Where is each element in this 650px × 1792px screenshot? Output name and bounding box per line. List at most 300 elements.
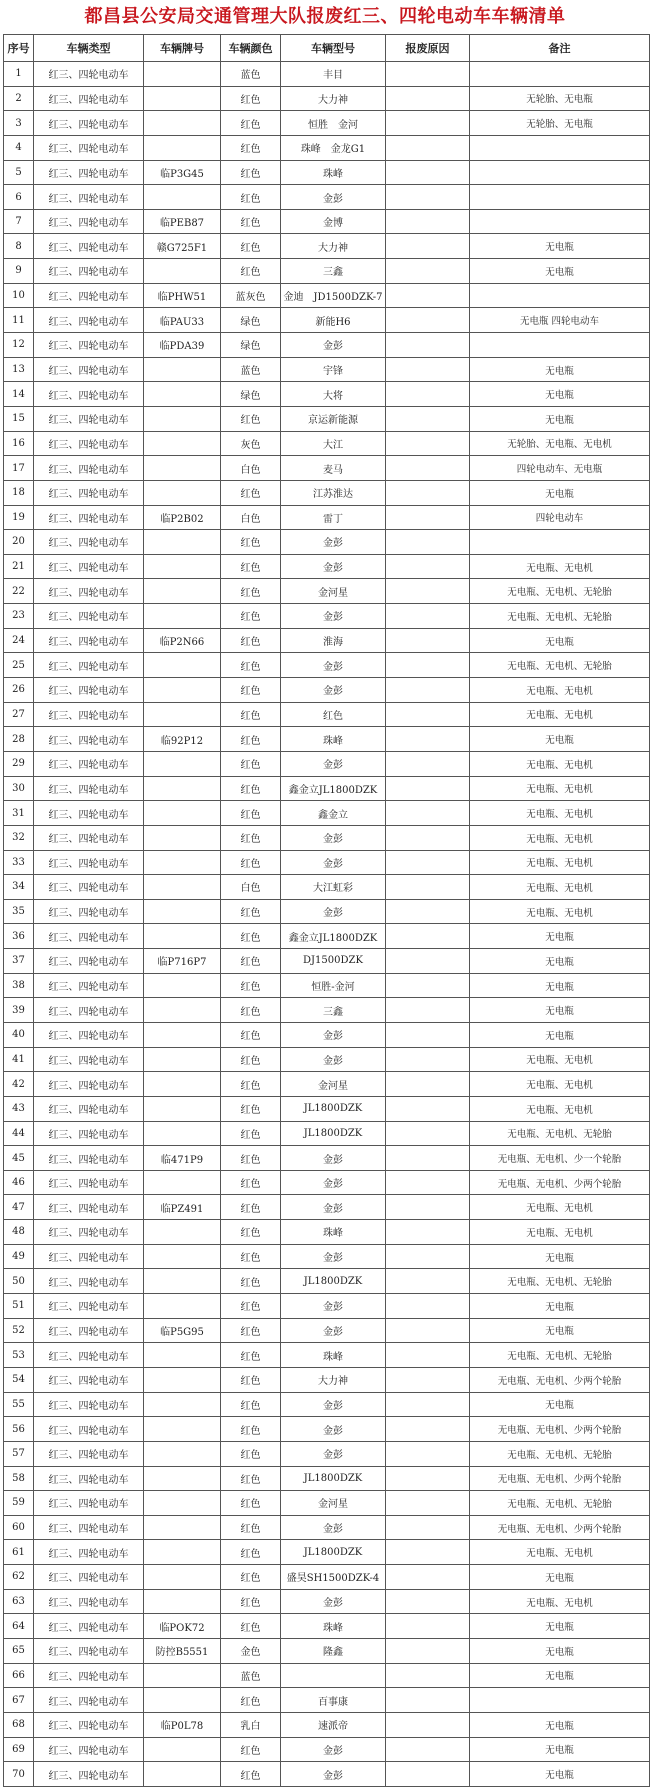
vehicle-color-cell: 红色 [221, 1072, 281, 1097]
table-row [4, 1737, 650, 1762]
plate-number-cell [144, 1269, 221, 1294]
remark-cell: 无电瓶、无电机、无轮胎 [470, 1269, 650, 1294]
row-index-cell: 21 [4, 554, 34, 579]
vehicle-color-cell: 蓝灰色 [221, 283, 281, 308]
row-index-cell: 44 [4, 1121, 34, 1146]
row-index-cell: 56 [4, 1417, 34, 1442]
vehicle-model-cell: 金迪 JD1500DZK-7 [281, 283, 386, 308]
vehicle-type-cell: 红三、四轮电动车 [34, 1170, 144, 1195]
table-row [4, 628, 650, 653]
row-index-cell: 27 [4, 702, 34, 727]
table-row [4, 1269, 650, 1294]
scrap-reason-cell [386, 86, 470, 111]
plate-number-cell [144, 801, 221, 826]
table-row [4, 1367, 650, 1392]
scrap-reason-cell [386, 604, 470, 629]
scrap-reason-cell [386, 1392, 470, 1417]
plate-number-cell [144, 1244, 221, 1269]
row-index-cell: 59 [4, 1491, 34, 1516]
row-index-cell: 36 [4, 924, 34, 949]
remark-cell: 无电瓶 [470, 1614, 650, 1639]
scrap-reason-cell [386, 185, 470, 210]
vehicle-model-cell: 大江 [281, 431, 386, 456]
plate-number-cell [144, 1762, 221, 1787]
remark-cell: 无电瓶、无电机 [470, 702, 650, 727]
plate-number-cell [144, 1417, 221, 1442]
table-row [4, 1195, 650, 1220]
remark-cell: 无电瓶、无电机、无轮胎 [470, 1121, 650, 1146]
vehicle-color-cell: 红色 [221, 924, 281, 949]
table-row [4, 1515, 650, 1540]
row-index-cell: 41 [4, 1047, 34, 1072]
vehicle-model-cell: 百事康 [281, 1688, 386, 1713]
vehicle-color-cell: 红色 [221, 554, 281, 579]
remark-cell: 无电瓶 [470, 1022, 650, 1047]
row-index-cell: 68 [4, 1712, 34, 1737]
vehicle-color-cell: 红色 [221, 1466, 281, 1491]
vehicle-color-cell: 红色 [221, 1096, 281, 1121]
vehicle-type-cell: 红三、四轮电动车 [34, 333, 144, 358]
vehicle-type-cell: 红三、四轮电动车 [34, 1441, 144, 1466]
table-row [4, 1589, 650, 1614]
plate-number-cell [144, 406, 221, 431]
row-index-cell: 69 [4, 1737, 34, 1762]
row-index-cell: 42 [4, 1072, 34, 1097]
remark-cell: 无电瓶、无电机 [470, 1220, 650, 1245]
remark-cell: 无电瓶、无电机、无轮胎 [470, 1343, 650, 1368]
remark-cell: 无电瓶 [470, 357, 650, 382]
plate-number-cell [144, 1540, 221, 1565]
vehicle-model-cell: 金彭 [281, 1195, 386, 1220]
remark-cell: 无电瓶、无电机 [470, 1540, 650, 1565]
scrap-reason-cell [386, 1318, 470, 1343]
table-row [4, 259, 650, 284]
vehicle-type-cell: 红三、四轮电动车 [34, 1146, 144, 1171]
scrap-reason-cell [386, 825, 470, 850]
table-row [4, 973, 650, 998]
plate-number-cell [144, 1072, 221, 1097]
scrap-reason-cell [386, 1688, 470, 1713]
vehicle-table [3, 34, 650, 1787]
scrap-reason-cell [386, 949, 470, 974]
header-plate: 车辆牌号 [144, 35, 221, 62]
vehicle-type-cell: 红三、四轮电动车 [34, 480, 144, 505]
scrap-reason-cell [386, 1367, 470, 1392]
vehicle-model-cell: 淮海 [281, 628, 386, 653]
remark-cell: 无电瓶 [470, 1244, 650, 1269]
scrap-reason-cell [386, 924, 470, 949]
table-row [4, 1540, 650, 1565]
vehicle-color-cell: 绿色 [221, 333, 281, 358]
vehicle-type-cell: 红三、四轮电动车 [34, 86, 144, 111]
plate-number-cell [144, 259, 221, 284]
vehicle-model-cell: 金彭 [281, 899, 386, 924]
remark-cell: 无电瓶、无电机 [470, 875, 650, 900]
row-index-cell: 17 [4, 456, 34, 481]
vehicle-model-cell: 金彭 [281, 1589, 386, 1614]
vehicle-type-cell: 红三、四轮电动车 [34, 1417, 144, 1442]
row-index-cell: 15 [4, 406, 34, 431]
row-index-cell: 1 [4, 62, 34, 87]
row-index-cell: 46 [4, 1170, 34, 1195]
vehicle-color-cell: 红色 [221, 899, 281, 924]
plate-number-cell: 防控B5551 [144, 1639, 221, 1664]
row-index-cell: 32 [4, 825, 34, 850]
vehicle-type-cell: 红三、四轮电动车 [34, 62, 144, 87]
vehicle-color-cell: 红色 [221, 480, 281, 505]
vehicle-type-cell: 红三、四轮电动车 [34, 1072, 144, 1097]
table-row [4, 1663, 650, 1688]
table-row [4, 949, 650, 974]
vehicle-color-cell: 乳白 [221, 1712, 281, 1737]
table-row [4, 554, 650, 579]
vehicle-model-cell: 丰目 [281, 62, 386, 87]
plate-number-cell [144, 1096, 221, 1121]
plate-number-cell [144, 1392, 221, 1417]
table-row [4, 776, 650, 801]
scrap-reason-cell [386, 480, 470, 505]
plate-number-cell: 临P2N66 [144, 628, 221, 653]
scrap-reason-cell [386, 1417, 470, 1442]
table-row [4, 1762, 650, 1787]
vehicle-type-cell: 红三、四轮电动车 [34, 727, 144, 752]
table-row [4, 1392, 650, 1417]
plate-number-cell [144, 850, 221, 875]
scrap-reason-cell [386, 1244, 470, 1269]
row-index-cell: 8 [4, 234, 34, 259]
vehicle-color-cell: 金色 [221, 1639, 281, 1664]
row-index-cell: 63 [4, 1589, 34, 1614]
vehicle-model-cell: 金彭 [281, 825, 386, 850]
remark-cell: 无电瓶、无电机、无轮胎 [470, 604, 650, 629]
vehicle-color-cell: 红色 [221, 751, 281, 776]
plate-number-cell: 临PZ491 [144, 1195, 221, 1220]
remark-cell: 无电瓶 [470, 234, 650, 259]
scrap-reason-cell [386, 406, 470, 431]
scrap-reason-cell [386, 333, 470, 358]
row-index-cell: 31 [4, 801, 34, 826]
vehicle-color-cell: 红色 [221, 998, 281, 1023]
remark-cell: 无电瓶、无电机、无轮胎 [470, 653, 650, 678]
scrap-reason-cell [386, 1515, 470, 1540]
vehicle-type-cell: 红三、四轮电动车 [34, 1712, 144, 1737]
vehicle-color-cell: 红色 [221, 1269, 281, 1294]
vehicle-model-cell: 京运新能源 [281, 406, 386, 431]
vehicle-color-cell: 红色 [221, 973, 281, 998]
vehicle-model-cell: 江苏淮达 [281, 480, 386, 505]
vehicle-color-cell: 红色 [221, 1392, 281, 1417]
table-row [4, 899, 650, 924]
scrap-reason-cell [386, 111, 470, 136]
vehicle-color-cell: 红色 [221, 727, 281, 752]
scrap-reason-cell [386, 1072, 470, 1097]
row-index-cell: 39 [4, 998, 34, 1023]
vehicle-type-cell: 红三、四轮电动车 [34, 1269, 144, 1294]
table-header-row [4, 35, 650, 62]
remark-cell: 无电瓶、无电机 [470, 678, 650, 703]
vehicle-color-cell: 灰色 [221, 431, 281, 456]
remark-cell [470, 209, 650, 234]
table-row [4, 678, 650, 703]
table-row [4, 283, 650, 308]
row-index-cell: 52 [4, 1318, 34, 1343]
vehicle-model-cell: 金彭 [281, 751, 386, 776]
row-index-cell: 33 [4, 850, 34, 875]
scrap-reason-cell [386, 776, 470, 801]
row-index-cell: 40 [4, 1022, 34, 1047]
scrap-reason-cell [386, 998, 470, 1023]
scrap-reason-cell [386, 899, 470, 924]
plate-number-cell [144, 135, 221, 160]
remark-cell: 无电瓶 [470, 1294, 650, 1319]
plate-number-cell [144, 825, 221, 850]
remark-cell: 无电瓶、无电机 [470, 751, 650, 776]
plate-number-cell [144, 480, 221, 505]
vehicle-type-cell: 红三、四轮电动车 [34, 406, 144, 431]
vehicle-type-cell: 红三、四轮电动车 [34, 1343, 144, 1368]
scrap-reason-cell [386, 1589, 470, 1614]
remark-cell: 无电瓶 [470, 480, 650, 505]
table-row [4, 431, 650, 456]
vehicle-color-cell: 红色 [221, 1343, 281, 1368]
plate-number-cell [144, 899, 221, 924]
vehicle-model-cell: 大将 [281, 382, 386, 407]
plate-number-cell [144, 875, 221, 900]
row-index-cell: 30 [4, 776, 34, 801]
scrap-reason-cell [386, 1491, 470, 1516]
vehicle-color-cell: 蓝色 [221, 1663, 281, 1688]
row-index-cell: 20 [4, 530, 34, 555]
table-row [4, 505, 650, 530]
vehicle-type-cell: 红三、四轮电动车 [34, 702, 144, 727]
table-row [4, 1417, 650, 1442]
vehicle-model-cell: 鑫金立JL1800DZK [281, 776, 386, 801]
vehicle-color-cell: 红色 [221, 160, 281, 185]
vehicle-color-cell: 红色 [221, 1367, 281, 1392]
remark-cell: 无电瓶、无电机 [470, 1195, 650, 1220]
scrap-reason-cell [386, 308, 470, 333]
row-index-cell: 7 [4, 209, 34, 234]
row-index-cell: 26 [4, 678, 34, 703]
remark-cell: 无电瓶、无电机、少两个轮胎 [470, 1515, 650, 1540]
table-row [4, 357, 650, 382]
table-row [4, 456, 650, 481]
vehicle-type-cell: 红三、四轮电动车 [34, 899, 144, 924]
plate-number-cell [144, 62, 221, 87]
vehicle-model-cell: 金彭 [281, 1515, 386, 1540]
scrap-reason-cell [386, 234, 470, 259]
remark-cell [470, 333, 650, 358]
table-row [4, 1146, 650, 1171]
vehicle-type-cell: 红三、四轮电动车 [34, 628, 144, 653]
remark-cell: 无电瓶、无电机 [470, 899, 650, 924]
table-row [4, 1441, 650, 1466]
table-row [4, 62, 650, 87]
row-index-cell: 67 [4, 1688, 34, 1713]
vehicle-type-cell: 红三、四轮电动车 [34, 185, 144, 210]
vehicle-color-cell: 红色 [221, 1170, 281, 1195]
scrap-reason-cell [386, 1096, 470, 1121]
vehicle-color-cell: 红色 [221, 259, 281, 284]
vehicle-color-cell: 红色 [221, 1515, 281, 1540]
scrap-reason-cell [386, 357, 470, 382]
scrap-reason-cell [386, 973, 470, 998]
vehicle-color-cell: 红色 [221, 86, 281, 111]
vehicle-color-cell: 红色 [221, 1220, 281, 1245]
vehicle-model-cell: 金河星 [281, 1072, 386, 1097]
vehicle-color-cell: 白色 [221, 456, 281, 481]
vehicle-color-cell: 蓝色 [221, 357, 281, 382]
scrap-reason-cell [386, 1614, 470, 1639]
vehicle-type-cell: 红三、四轮电动车 [34, 1096, 144, 1121]
vehicle-model-cell: DJ1500DZK [281, 949, 386, 974]
plate-number-cell: 临P2B02 [144, 505, 221, 530]
table-body [4, 62, 650, 1787]
row-index-cell: 62 [4, 1565, 34, 1590]
vehicle-type-cell: 红三、四轮电动车 [34, 604, 144, 629]
header-vehicle-type: 车辆类型 [34, 35, 144, 62]
vehicle-type-cell: 红三、四轮电动车 [34, 1367, 144, 1392]
vehicle-color-cell: 白色 [221, 875, 281, 900]
vehicle-type-cell: 红三、四轮电动车 [34, 1614, 144, 1639]
vehicle-model-cell: 珠峰 [281, 1614, 386, 1639]
vehicle-type-cell: 红三、四轮电动车 [34, 1047, 144, 1072]
vehicle-model-cell: 盛昊SH1500DZK-4 [281, 1565, 386, 1590]
plate-number-cell [144, 1515, 221, 1540]
remark-cell: 无电瓶 [470, 1639, 650, 1664]
remark-cell: 无电瓶 [470, 259, 650, 284]
vehicle-color-cell: 红色 [221, 1762, 281, 1787]
vehicle-model-cell: 金彭 [281, 554, 386, 579]
vehicle-type-cell: 红三、四轮电动车 [34, 875, 144, 900]
vehicle-type-cell: 红三、四轮电动车 [34, 1663, 144, 1688]
header-scrap-reason: 报废原因 [386, 35, 470, 62]
plate-number-cell [144, 456, 221, 481]
scrap-reason-cell [386, 1737, 470, 1762]
table-row [4, 579, 650, 604]
vehicle-color-cell: 红色 [221, 1441, 281, 1466]
vehicle-type-cell: 红三、四轮电动车 [34, 1737, 144, 1762]
table-row [4, 702, 650, 727]
vehicle-color-cell: 红色 [221, 1417, 281, 1442]
scrap-reason-cell [386, 259, 470, 284]
row-index-cell: 45 [4, 1146, 34, 1171]
vehicle-model-cell: 大力神 [281, 1367, 386, 1392]
scrap-reason-cell [386, 727, 470, 752]
plate-number-cell: 临PDA39 [144, 333, 221, 358]
plate-number-cell [144, 998, 221, 1023]
vehicle-type-cell: 红三、四轮电动车 [34, 949, 144, 974]
row-index-cell: 13 [4, 357, 34, 382]
scrap-reason-cell [386, 1663, 470, 1688]
plate-number-cell: 临471P9 [144, 1146, 221, 1171]
vehicle-model-cell: 金河星 [281, 579, 386, 604]
vehicle-model-cell: JL1800DZK [281, 1540, 386, 1565]
scrap-reason-cell [386, 1441, 470, 1466]
scrap-reason-cell [386, 209, 470, 234]
plate-number-cell [144, 357, 221, 382]
remark-cell: 无电瓶 [470, 382, 650, 407]
vehicle-type-cell: 红三、四轮电动车 [34, 1318, 144, 1343]
vehicle-color-cell: 红色 [221, 1688, 281, 1713]
vehicle-model-cell: 金彭 [281, 1737, 386, 1762]
vehicle-type-cell: 红三、四轮电动车 [34, 283, 144, 308]
vehicle-color-cell: 红色 [221, 209, 281, 234]
scrap-reason-cell [386, 283, 470, 308]
row-index-cell: 47 [4, 1195, 34, 1220]
vehicle-color-cell: 绿色 [221, 308, 281, 333]
row-index-cell: 38 [4, 973, 34, 998]
remark-cell: 无电瓶 [470, 998, 650, 1023]
vehicle-type-cell: 红三、四轮电动车 [34, 259, 144, 284]
vehicle-type-cell: 红三、四轮电动车 [34, 1491, 144, 1516]
remark-cell: 无电瓶、无电机 [470, 1047, 650, 1072]
row-index-cell: 10 [4, 283, 34, 308]
scrap-reason-cell [386, 382, 470, 407]
vehicle-model-cell: 金彭 [281, 1244, 386, 1269]
vehicle-color-cell: 红色 [221, 801, 281, 826]
table-row [4, 1170, 650, 1195]
row-index-cell: 19 [4, 505, 34, 530]
remark-cell: 无电瓶 [470, 727, 650, 752]
table-row [4, 1072, 650, 1097]
scrap-reason-cell [386, 505, 470, 530]
table-row [4, 185, 650, 210]
scrap-reason-cell [386, 456, 470, 481]
remark-cell: 无电瓶 [470, 406, 650, 431]
scrap-reason-cell [386, 1294, 470, 1319]
vehicle-type-cell: 红三、四轮电动车 [34, 1762, 144, 1787]
remark-cell [470, 1688, 650, 1713]
vehicle-color-cell: 红色 [221, 850, 281, 875]
vehicle-type-cell: 红三、四轮电动车 [34, 825, 144, 850]
table-row [4, 1565, 650, 1590]
vehicle-model-cell: 鑫金立 [281, 801, 386, 826]
vehicle-type-cell: 红三、四轮电动车 [34, 1589, 144, 1614]
vehicle-model-cell: 珠峰 [281, 1220, 386, 1245]
table-row [4, 1639, 650, 1664]
vehicle-color-cell: 白色 [221, 505, 281, 530]
vehicle-color-cell: 红色 [221, 1491, 281, 1516]
remark-cell: 无电瓶、无电机 [470, 825, 650, 850]
vehicle-type-cell: 红三、四轮电动车 [34, 973, 144, 998]
plate-number-cell [144, 1737, 221, 1762]
vehicle-model-cell: 珠峰 金龙G1 [281, 135, 386, 160]
vehicle-type-cell: 红三、四轮电动车 [34, 505, 144, 530]
table-row [4, 1244, 650, 1269]
vehicle-model-cell: 速派帝 [281, 1712, 386, 1737]
table-row [4, 1022, 650, 1047]
table-row [4, 1121, 650, 1146]
vehicle-color-cell: 红色 [221, 776, 281, 801]
row-index-cell: 6 [4, 185, 34, 210]
table-row [4, 604, 650, 629]
vehicle-model-cell: 恒胜-金河 [281, 973, 386, 998]
remark-cell: 无电瓶、无电机 [470, 776, 650, 801]
table-row [4, 998, 650, 1023]
vehicle-color-cell: 红色 [221, 185, 281, 210]
vehicle-type-cell: 红三、四轮电动车 [34, 209, 144, 234]
plate-number-cell: 赣G725F1 [144, 234, 221, 259]
row-index-cell: 66 [4, 1663, 34, 1688]
plate-number-cell [144, 751, 221, 776]
vehicle-color-cell: 红色 [221, 628, 281, 653]
remark-cell: 无电瓶、无电机、少两个轮胎 [470, 1170, 650, 1195]
vehicle-type-cell: 红三、四轮电动车 [34, 530, 144, 555]
vehicle-type-cell: 红三、四轮电动车 [34, 776, 144, 801]
vehicle-model-cell: 金博 [281, 209, 386, 234]
row-index-cell: 23 [4, 604, 34, 629]
